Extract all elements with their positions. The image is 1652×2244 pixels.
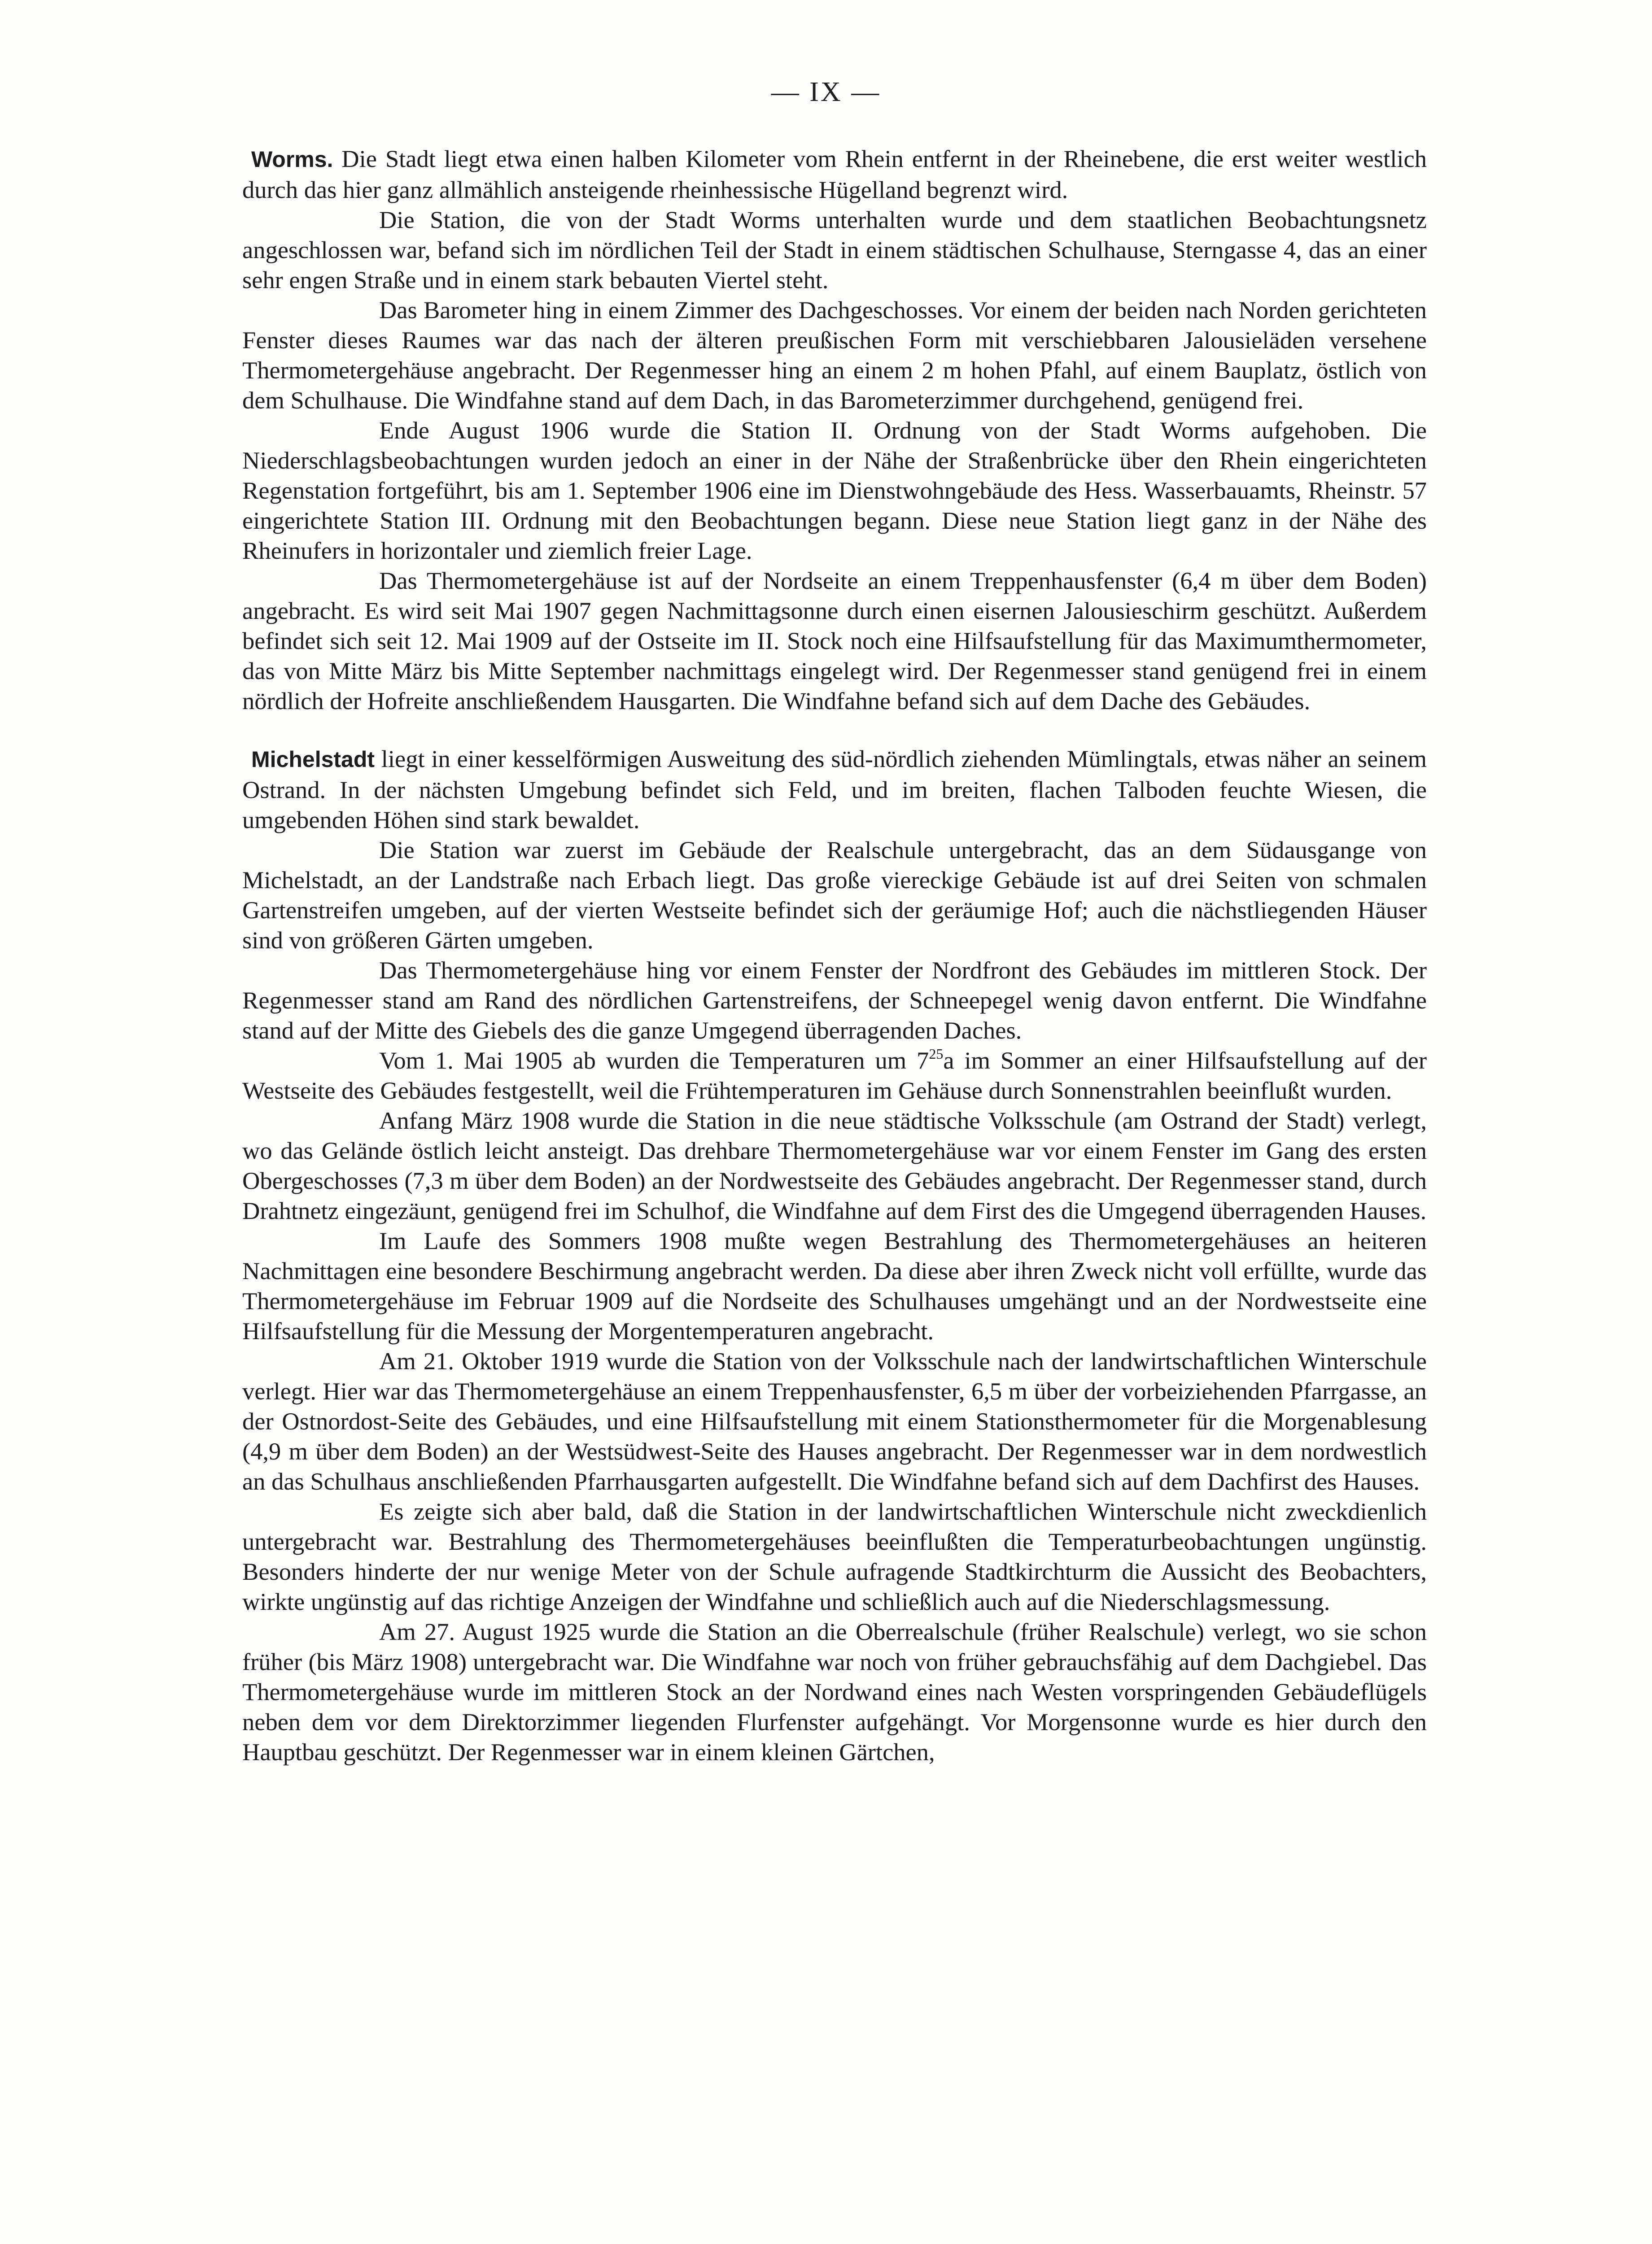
body-text	[242, 144, 1427, 1767]
worms-paragraph: Ende August 1906 wurde die Station II. Ordnung von der Stadt Worms aufgehoben. Die Niederschlagsbeobachtungen wurden jedoch an einer in der Nähe der Straßenbrücke über den Rhein eingerichteten Regenstation fortgeführt, bis am 1. September 1906 eine im Dienstwohngebäude des Hess. Wasserbauamts, Rheinstr. 57 eingerichtete Station III. Ordnung mit den Beobachtungen begann. Diese neue Station liegt ganz in der Nähe des Rheinufers in horizontaler und ziemlich freier Lage.	[242, 416, 1427, 564]
michelstadt-intro-paragraph	[242, 744, 1427, 835]
time-superscript: 25	[929, 1046, 944, 1062]
section-heading-worms: Worms.	[251, 147, 333, 172]
worms-paragraph: Die Station, die von der Stadt Worms unterhalten wurde und dem staatlichen Beobachtungsnetz angeschlossen war, befand sich im nördlichen Teil der Stadt in einem städtischen Schulhause, Sterngasse 4, das an einer sehr engen Straße und in einem stark bebauten Viertel steht.	[242, 206, 1427, 294]
michelstadt-paragraph: Das Thermometergehäuse hing vor einem Fenster der Nordfront des Gebäudes im mittleren Stock. Der Regenmesser stand am Rand des nördlichen Gartenstreifens, der Schneepegel wenig davon entfernt. Die Windfahne stand auf der Mitte des Giebels des die ganze Umgegend überragenden Daches.	[242, 956, 1427, 1044]
michelstadt-paragraph: Im Laufe des Sommers 1908 mußte wegen Bestrahlung des Thermometergehäuses an heiteren Nachmittagen eine besondere Beschirmung angebracht werden. Da diese aber ihren Zweck nicht voll erfüllte, wurde das Thermometergehäuse im Februar 1909 auf die Nordseite des Schulhauses umgehängt und an der Nordwestseite eine Hilfsaufstellung für die Messung der Morgentemperaturen angebracht.	[242, 1227, 1427, 1345]
michelstadt-paragraph: Die Station war zuerst im Gebäude der Realschule untergebracht, das an dem Südausgange von Michelstadt, an der Landstraße nach Erbach liegt. Das große viereckige Gebäude ist auf drei Seiten von schmalen Gartenstreifen umgeben, auf der vierten Westseite befindet sich der geräumige Hof; auch die nächstliegenden Häuser sind von größeren Gärten umgeben.	[242, 836, 1427, 954]
page-number: — IX —	[771, 77, 881, 107]
michelstadt-paragraph: Es zeigte sich aber bald, daß die Station in der landwirtschaftlichen Winterschule nicht zweckdienlich untergebracht war. Bestrahlung des Thermometergehäuses beeinflußten die Temperaturbeobachtungen ungünstig. Besonders hinderte der nur wenige Meter von der Schule aufragende Stadtkirchturm die Aussicht des Beobachters, wirkte ungünstig auf das richtige Anzeigen der Windfahne und schließlich auch auf die Niederschlagsmessung.	[242, 1498, 1427, 1615]
paragraph-text: a im Sommer an einer Hilfsaufstellung auf der Westseite des Gebäudes festgestellt, weil die Frühtemperaturen im Gehäuse durch Sonnenstrahlen beeinflußt wurden.	[242, 1047, 1427, 1104]
paragraph-text: Vom 1. Mai 1905 ab wurden die Temperaturen um 7	[379, 1047, 929, 1074]
section-heading-michelstadt: Michelstadt	[251, 747, 375, 772]
michelstadt-paragraph: Am 27. August 1925 wurde die Station an die Oberrealschule (früher Realschule) verlegt, wo sie schon früher (bis März 1908) untergebracht war. Die Windfahne war noch von früher gebrauchsfähig auf dem Dachgiebel. Das Thermometergehäuse wurde im mittleren Stock an der Nordwand eines nach Westen vorspringenden Gebäudeflügels neben dem vor dem Direktorzimmer liegenden Flurfenster aufgehängt. Vor Morgensonne wurde es hier durch den Hauptbau geschützt. Der Regenmesser war in einem kleinen Gärtchen,	[242, 1618, 1427, 1766]
michelstadt-paragraph	[242, 1045, 1427, 1105]
michelstadt-paragraph: Am 21. Oktober 1919 wurde die Station von der Volksschule nach der landwirtschaftlichen Winterschule verlegt. Hier war das Thermometergehäuse an einem Treppenhausfenster, 6,5 m über der vorbeiziehenden Pfarrgasse, an der Ostnordost-Seite des Gebäudes, und eine Hilfsaufstellung mit einem Stationsthermometer für die Morgenablesung (4,9 m über dem Boden) an der Westsüdwest-Seite des Hauses angebracht. Der Regenmesser war in dem nordwestlich an das Schulhaus anschließenden Pfarrhausgarten aufgestellt. Die Windfahne befand sich auf dem Dachfirst des Hauses.	[242, 1347, 1427, 1495]
worms-intro-paragraph	[242, 144, 1427, 205]
michelstadt-paragraph: Anfang März 1908 wurde die Station in die neue städtische Volksschule (am Ostrand der Stadt) verlegt, wo das Gelände östlich leicht ansteigt. Das drehbare Thermometergehäuse war vor einem Fenster im Gang des ersten Obergeschosses (7,3 m über dem Boden) an der Nordwestseite des Gebäudes angebracht. Der Regenmesser stand, durch Drahtnetz eingezäunt, genügend frei im Schulhof, die Windfahne auf dem First des die Umgegend überragenden Hauses.	[242, 1107, 1427, 1224]
paragraph-text: liegt in einer kesselförmigen Ausweitung des süd-nördlich ziehenden Mümlingtals, etwas näher an seinem Ostrand. In der nächsten Umgebung befindet sich Feld, und im breiten, flachen Talboden feuchte Wiesen, die umgebenden Höhen sind stark bewaldet.	[242, 745, 1427, 833]
paragraph-text: Die Stadt liegt etwa einen halben Kilometer vom Rhein entfernt in der Rheinebene, die erst weiter westlich durch das hier ganz allmählich ansteigende rheinhessische Hügelland begrenzt wird.	[242, 145, 1427, 203]
worms-paragraph: Das Thermometergehäuse ist auf der Nordseite an einem Treppenhausfenster (6,4 m über dem Boden) angebracht. Es wird seit Mai 1907 gegen Nachmittagsonne durch einen eisernen Jalousieschirm geschützt. Außerdem befindet sich seit 12. Mai 1909 auf der Ostseite im II. Stock noch eine Hilfsaufstellung für das Maximumthermometer, das von Mitte März bis Mitte September nachmittags eingelegt wird. Der Regenmesser stand genügend frei in einem nördlich der Hofreite anschließendem Hausgarten. Die Windfahne befand sich auf dem Dache des Gebäudes.	[242, 567, 1427, 714]
worms-paragraph: Das Barometer hing in einem Zimmer des Dachgeschosses. Vor einem der beiden nach Norden gerichteten Fenster dieses Raumes war das nach der älteren preußischen Form mit verschiebbaren Jalousieläden versehene Thermometergehäuse angebracht. Der Regenmesser hing an einem 2 m hohen Pfahl, auf einem Bauplatz, östlich von dem Schulhause. Die Windfahne stand auf dem Dach, in das Barometerzimmer durchgehend, genügend frei.	[242, 296, 1427, 414]
section-divider-space	[242, 716, 1427, 744]
